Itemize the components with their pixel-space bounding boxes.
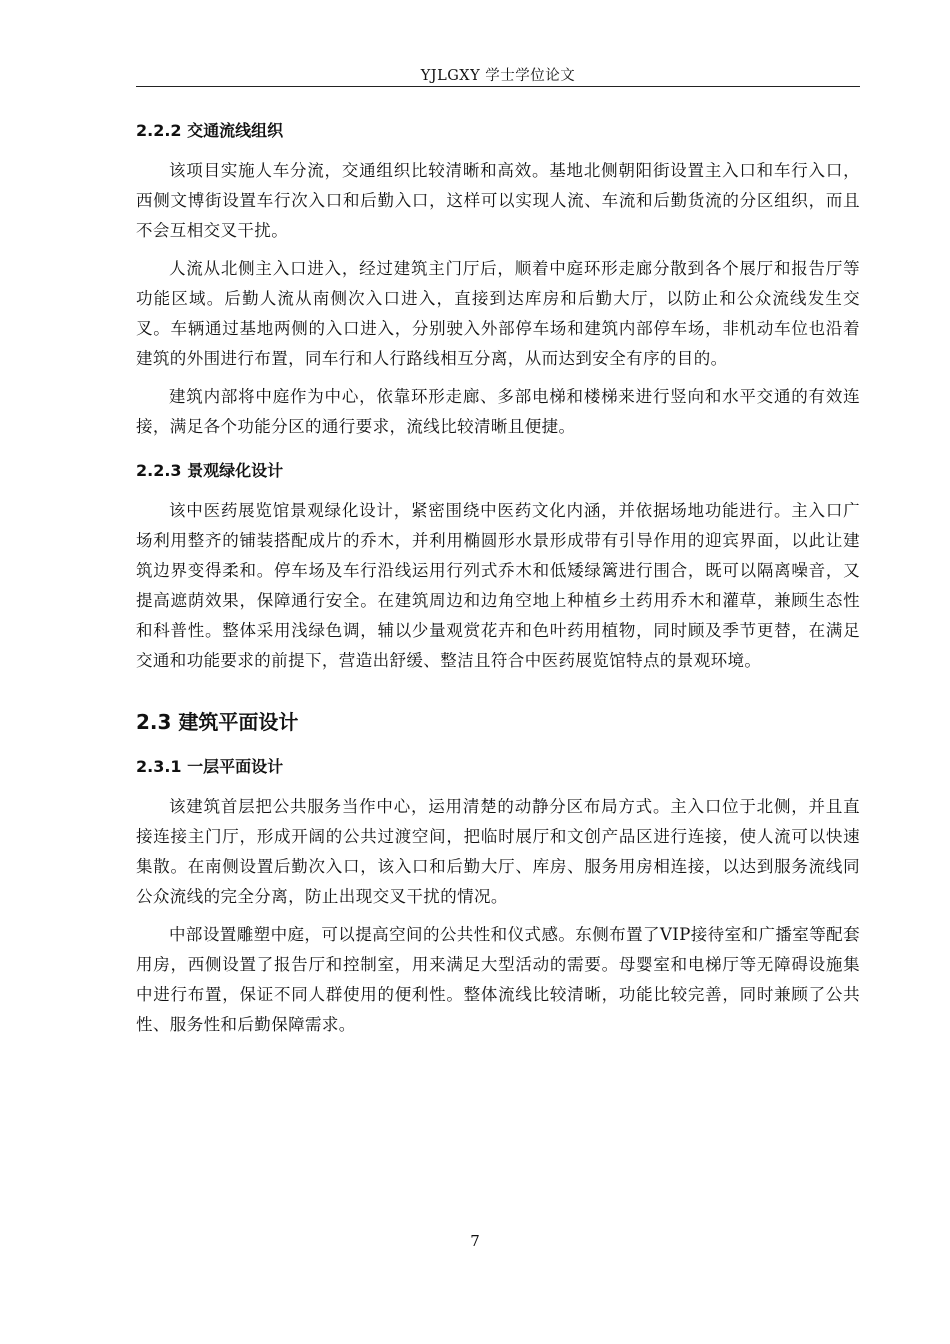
heading-2-3: 2.3 建筑平面设计 (136, 710, 299, 734)
paragraph: 该中医药展览馆景观绿化设计，紧密围绕中医药文化内涵，并依据场地功能进行。主入口广场利用整齐的铺装搭配成片的乔木，并利用椭圆形水景形成带有引导作用的迎宾界面，以此让建筑边界变得柔和。停车场及车行沿线运用行列式乔木和低矮绿篱进行围合，既可以隔离噪音，又提高遮荫效果，保障通行安全。在建筑周边和边角空地上种植乡土药用乔木和灌草，兼顾生态性和科普性。整体采用浅绿色调，辅以少量观赏花卉和色叶药用植物，同时顾及季节更替，在满足交通和功能要求的前提下，营造出舒缓、整洁且符合中医药展览馆特点的景观环境。 (136, 501, 860, 670)
paragraph: 该建筑首层把公共服务当作中心，运用清楚的动静分区布局方式。主入口位于北侧，并且直接连接主门厅，形成开阔的公共过渡空间，把临时展厅和文创产品区进行连接，使人流可以快速集散。在南侧设置后勤次入口，该入口和后勤大厅、库房、服务用房相连接，以达到服务流线同公众流线的完全分离，防止出现交叉干扰的情况。 (136, 797, 860, 906)
heading-2-2-2: 2.2.2 交通流线组织 (136, 121, 284, 140)
page-body (136, 116, 860, 1040)
page-number: 7 (470, 1232, 480, 1250)
paragraph: 该项目实施人车分流，交通组织比较清晰和高效。基地北侧朝阳街设置主入口和车行入口，西侧文博街设置车行次入口和后勤入口，这样可以实现人流、车流和后勤货流的分区组织，而且不会互相交叉干扰。 (136, 161, 860, 240)
heading-2-2-3: 2.2.3 景观绿化设计 (136, 461, 284, 480)
paragraph: 建筑内部将中庭作为中心，依靠环形走廊、多部电梯和楼梯来进行竖向和水平交通的有效连接，满足各个功能分区的通行要求，流线比较清晰且便捷。 (136, 387, 860, 436)
header-divider (136, 86, 860, 87)
heading-2-3-1: 2.3.1 一层平面设计 (136, 757, 284, 776)
paragraph: 中部设置雕塑中庭，可以提高空间的公共性和仪式感。东侧布置了VIP接待室和广播室等配套用房，西侧设置了报告厅和控制室，用来满足大型活动的需要。母婴室和电梯厅等无障碍设施集中进行布置，保证不同人群使用的便利性。整体流线比较清晰，功能比较完善，同时兼顾了公共性、服务性和后勤保障需求。 (136, 925, 860, 1034)
running-header: YJLGXY 学士学位论文 (420, 68, 576, 84)
paragraph: 人流从北侧主入口进入，经过建筑主门厅后，顺着中庭环形走廊分散到各个展厅和报告厅等功能区域。后勤人流从南侧次入口进入，直接到达库房和后勤大厅，以防止和公众流线发生交叉。车辆通过基地两侧的入口进入，分别驶入外部停车场和建筑内部停车场，非机动车位也沿着建筑的外围进行布置，同车行和人行路线相互分离，从而达到安全有序的目的。 (136, 259, 860, 368)
